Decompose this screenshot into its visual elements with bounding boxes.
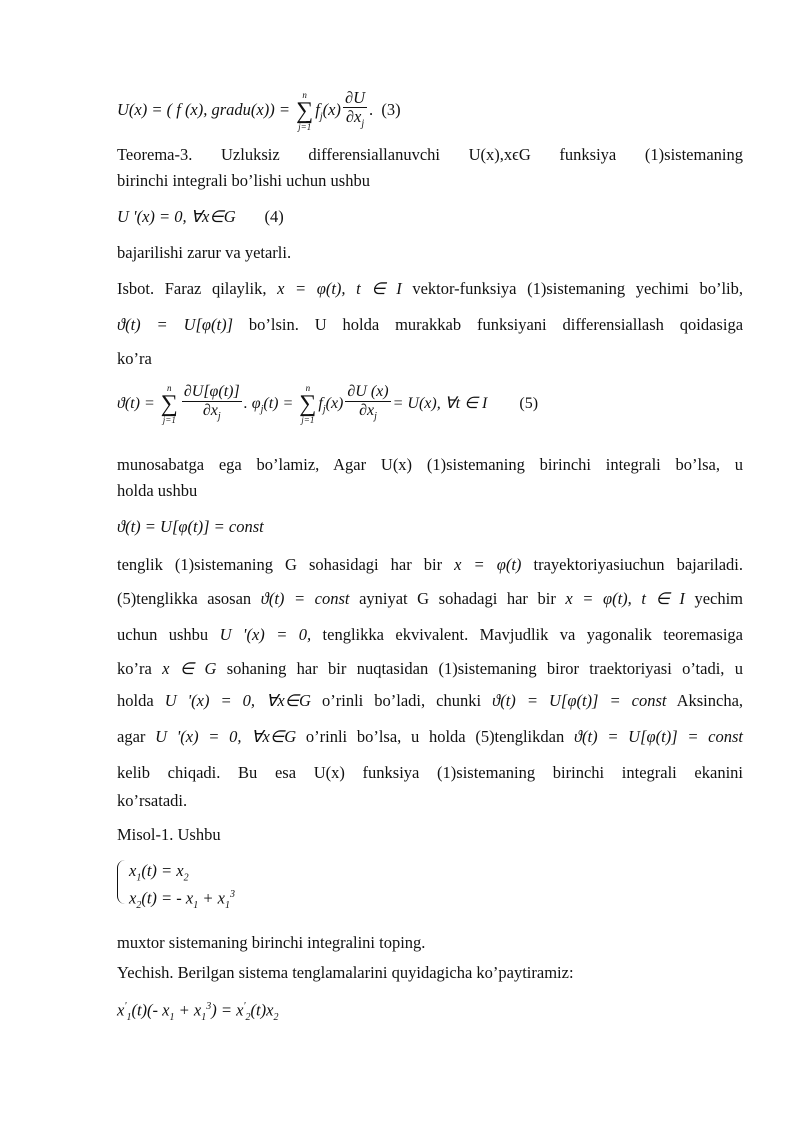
paragraph-yechish: Yechish. Berilgan sistema tenglamalarini quyidagicha ko’paytiramiz: xyxy=(117,963,574,982)
eq5-fraction-2: $\frac{\partial U (x)}{\partial x_j}$ xyxy=(347,382,389,422)
eq3-sum: n ∑ j=1 xyxy=(296,90,314,133)
paragraph-tenglik-1: tenglik (1)sistemaning G sohasidagi har bir x = φ(t) trayektoriyasiuchun bajariladi. xyxy=(117,555,744,574)
paragraph-tenglik-6: agar U '(x) = 0, ∀x∈G o’rinli bo’lsa, u holda (5)tenglikdan ϑ(t) = U[φ(t)] = const xyxy=(117,727,744,746)
eq5-sum-1: n ∑ j=1 xyxy=(160,383,178,426)
theorem-line-1: Teorema-3. Uzluksiz differensiallanuvchi U(x),xϵG funksiya (1)sistemaning xyxy=(117,145,743,164)
theorem-line-2: birinchi integrali bo’lishi uchun ushbu xyxy=(117,171,370,190)
eq3-fraction: $\frac{\partial U}{\partial x_j}$ xyxy=(344,88,366,130)
example-heading: Misol-1. Ushbu xyxy=(117,825,221,844)
paragraph-tenglik-4: ko’ra x ∈ G sohaning har bir nuqtasidan (1)sistemaning biror traektoriyasi o’tadi, u xyxy=(117,659,743,678)
paragraph-tenglik-8: ko’rsatadi. xyxy=(117,791,188,810)
eq5-sum-2: n ∑ j=1 xyxy=(299,383,317,426)
paragraph-tenglik-2: (5)tenglikka asosan ϑ(t) = const ayniyat G sohadagi har bir x = φ(t), t ∈ I yechim xyxy=(117,589,744,608)
paragraph-tenglik-3: uchun ushbu U '(x) = 0, tenglikka ekvivalent. Mavjudlik va yagonalik teoremasiga xyxy=(117,625,743,644)
paragraph-tenglik-5: holda U '(x) = 0, ∀x∈G o’rinli bo’ladi, chunki ϑ(t) = U[φ(t)] = const Aksincha, xyxy=(117,691,744,710)
isbot-line-1: Isbot. Faraz qilaylik, x = φ(t), t ∈ I vektor-funksiya (1)sistemaning yechimi bo’lib, xyxy=(117,279,743,298)
system-brace xyxy=(117,860,128,904)
equation-3: U(x) = ( f (x), gradu(x)) = n ∑ j=1 $f_j(x)$ $\frac{\partial U}{\partial x_j}$ . (3) xyxy=(117,88,401,133)
paragraph-zarur: bajarilishi zarur va yetarli. xyxy=(117,243,292,262)
system-row-1: $x_1(t) = x_2$ xyxy=(129,861,189,884)
eq3-number: (3) xyxy=(381,100,401,119)
paragraph-munosabat-2: holda ushbu xyxy=(117,481,198,500)
eq5-fraction-1: $\frac{\partial U[\varphi(t)]}{\partial x_j}$ xyxy=(183,382,240,422)
system-row-2: $x_2(t)$ = - $x_1 + x_1^3$ xyxy=(129,888,235,911)
paragraph-munosabat-1: munosabatga ega bo’lamiz, Agar U(x) (1)sistemaning birinchi integrali bo’lsa, u xyxy=(117,455,743,474)
equation-5: ϑ(t) = n ∑ j=1 $\frac{\partial U[\varphi(t)]}{\partial x_j}$ . $\varphi_j(t)$ = n ∑ j=1 $f_j(x)$ $\frac{\partial U (x)}{\partial x_j}$ = U(x), ∀t ∈ I (5) xyxy=(117,382,539,426)
isbot-line-2: ϑ(t) = U[φ(t)] bo’lsin. U holda murakkab funksiyani differensiallash qoidasiga xyxy=(117,315,744,334)
paragraph-tenglik-7: kelib chiqadi. Bu esa U(x) funksiya (1)sistemaning birinchi integrali ekanini xyxy=(117,763,743,782)
equation-last: $x'_1(t)(-$ $x_1 + x_1^3) = x'_2(t)x_2$ xyxy=(117,1000,279,1023)
equation-4: U '(x) = 0, ∀x∈G (4) xyxy=(117,207,284,226)
eq3-lhs: U(x) = ( f (x), gradu(x)) = xyxy=(117,100,295,119)
equation-const: ϑ(t) = U[φ(t)] = const xyxy=(117,517,264,536)
paragraph-muxtor: muxtor sistemaning birinchi integralini toping. xyxy=(117,933,426,952)
isbot-line-3: ko’ra xyxy=(117,349,152,368)
